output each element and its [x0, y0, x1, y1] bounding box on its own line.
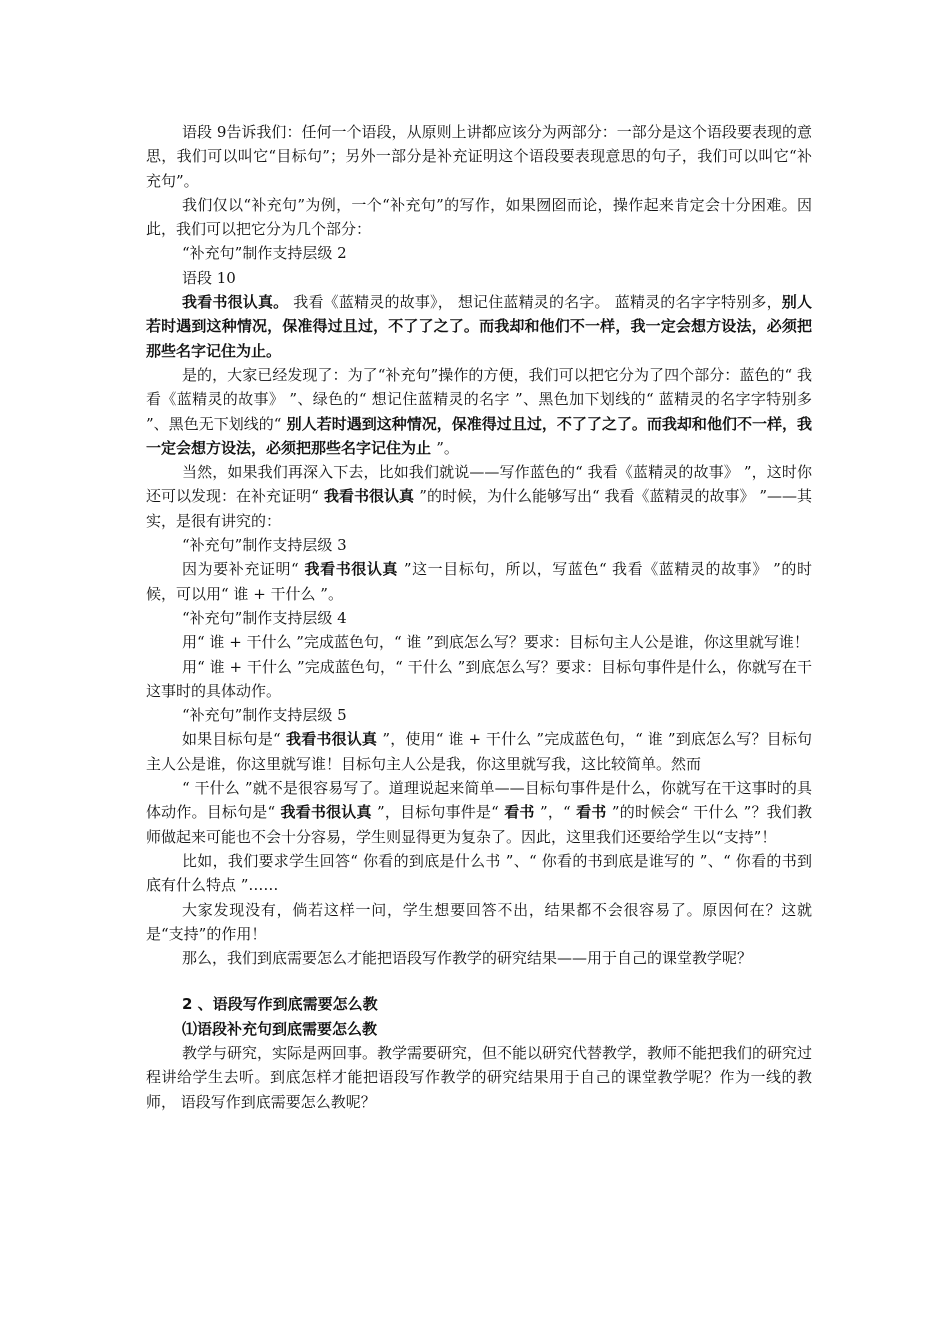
paragraph	[146, 557, 812, 606]
paragraph: 大家发现没有，倘若这样一问，学生想要回答不出，结果都不会很容易了。原因何在？这就是“支持”的作用！	[146, 900, 812, 943]
paragraph	[146, 776, 812, 849]
target-sentence: 我看书很认真。	[182, 293, 289, 312]
support-level-label: “补充句”制作支持层级 2	[182, 244, 347, 263]
support-level-label: “补充句”制作支持层级 3	[182, 536, 347, 555]
paragraph: 语段 9告诉我们：任何一个语段，从原则上讲都应该分为两部分：一部分是这个语段要表现的意思，我们可以叫它“目标句”；另外一部分是补充证明这个语段要表现意思的句子，我们可以叫它“补充句”。	[146, 123, 812, 190]
subsection-heading-text: ⑴语段补充句到底需要怎么教	[182, 1019, 378, 1038]
support-level-label: “补充句”制作支持层级 5	[182, 706, 347, 725]
paragraph: 用“ 谁 + 干什么 ”完成蓝色句，“ 干什么 ”到底怎么写？要求：目标句事件是什么，你就写在干这事时的具体动作。	[146, 657, 812, 700]
bold-quote: 我看书很认真	[275, 803, 378, 822]
paragraph-text-4: ”的时候会“ 干什么 ”？我们教师做起来可能也不会十分容易，学生则显得更为复杂了。因此，这里我们还要给学生以“支持”！	[146, 803, 812, 846]
section-heading-text: 2 、语段写作到底需要怎么教	[182, 995, 378, 1014]
paragraph-text: 当然，如果我们再深入下去，比如我们就说——写作蓝色的“ 我看《蓝精灵的故事》 ”，这时你还可以发现：在补充证明“	[146, 463, 812, 506]
paragraph-text: “ 干什么 ”就不是很容易写了。道理说起来简单——目标句事件是什么，你就写在干这事时的具体动作。目标句是“	[146, 779, 812, 822]
section-heading	[146, 992, 812, 1016]
bold-quote: 我看书很认真	[298, 560, 404, 579]
document-page	[146, 120, 812, 1114]
paragraph	[146, 363, 812, 460]
passage-label: 语段 10	[182, 268, 236, 287]
bold-quote: 别人若时遇到这种情况，保准得过且过，不了了之了。而我却和他们不一样，我一定会想方设法，必须把那些名字记住为止	[146, 414, 812, 457]
paragraph-text-3: ”，“	[540, 803, 571, 822]
bold-quote: 我看书很认真	[318, 487, 420, 506]
example-passage	[146, 290, 812, 363]
bold-quote-3: 看书	[570, 803, 612, 822]
paragraph: 用“ 谁 + 干什么 ”完成蓝色句，“ 谁 ”到底怎么写？要求：目标句主人公是谁，你这里就写谁！	[182, 633, 809, 652]
bold-quote-2: 看书	[498, 803, 541, 822]
paragraph: 比如，我们要求学生回答“ 你看的到底是什么书 ”、“ 你看的书到底是谁写的 ”、“ 你看的书到底有什么特点 ”……	[146, 851, 812, 895]
paragraph-text-2: ”这一目标句，所以，写蓝色“ 我看《蓝精灵的故事》 ”的时候，可以用“ 谁 + 干什么 ”。	[146, 560, 813, 603]
paragraph-text: 如果目标句是“	[182, 730, 281, 749]
paragraph: 教学与研究，实际是两回事。教学需要研究，但不能以研究代替教学，教师不能把我们的研究过程讲给学生去听。到底怎样才能把语段写作教学的研究结果用于自己的课堂教学呢？作为一线的教师， 语段写作到底需要怎么教呢？	[146, 1043, 813, 1111]
paragraph-text-2: ”，目标句事件是“	[377, 803, 499, 822]
paragraph: 那么，我们到底需要怎么才能把语段写作教学的研究结果——用于自己的课堂教学呢？	[182, 949, 753, 968]
supporting-text: 我看《蓝精灵的故事》， 想记住蓝精灵的名字。 蓝精灵的名字字特别多，	[288, 293, 782, 312]
supporting-bold-text: 别人若时遇到这种情况，保准得过且过，不了了之了。而我却和他们不一样，我一定会想方设法，必须把那些名字记住为止。	[146, 293, 812, 360]
paragraph	[146, 460, 812, 533]
paragraph-text: 是的，大家已经发现了：为了“补充句”操作的方便，我们可以把它分为了四个部分：蓝色的“ 我看《蓝精灵的故事》 ”、绿色的“ 想记住蓝精灵的名字 ”、黑色加下划线的“ 蓝精灵的名字字特别多 ”、黑色无下划线的“	[146, 365, 812, 433]
subsection-heading	[146, 1017, 812, 1041]
paragraph-text: 因为要补充证明“	[182, 560, 299, 579]
support-level-label: “补充句”制作支持层级 4	[182, 608, 347, 627]
paragraph-text-2: ”的时候，为什么能够写出“ 我看《蓝精灵的故事》 ”——其实，是很有讲究的：	[146, 487, 813, 530]
paragraph	[146, 727, 812, 776]
paragraph: 我们仅以“补充句”为例，一个“补充句”的写作，如果囫囵而论，操作起来肯定会十分困难。因此，我们可以把它分为几个部分：	[146, 195, 812, 239]
paragraph-text-2: ”，使用“ 谁 + 干什么 ”完成蓝色句，“ 谁 ”到底怎么写？目标句主人公是谁，你这里就写谁！目标句主人公是我，你这里就写我，这比较简单。然而	[146, 730, 813, 773]
paragraph-end: ”。	[436, 438, 459, 457]
bold-quote: 我看书很认真	[280, 730, 383, 749]
